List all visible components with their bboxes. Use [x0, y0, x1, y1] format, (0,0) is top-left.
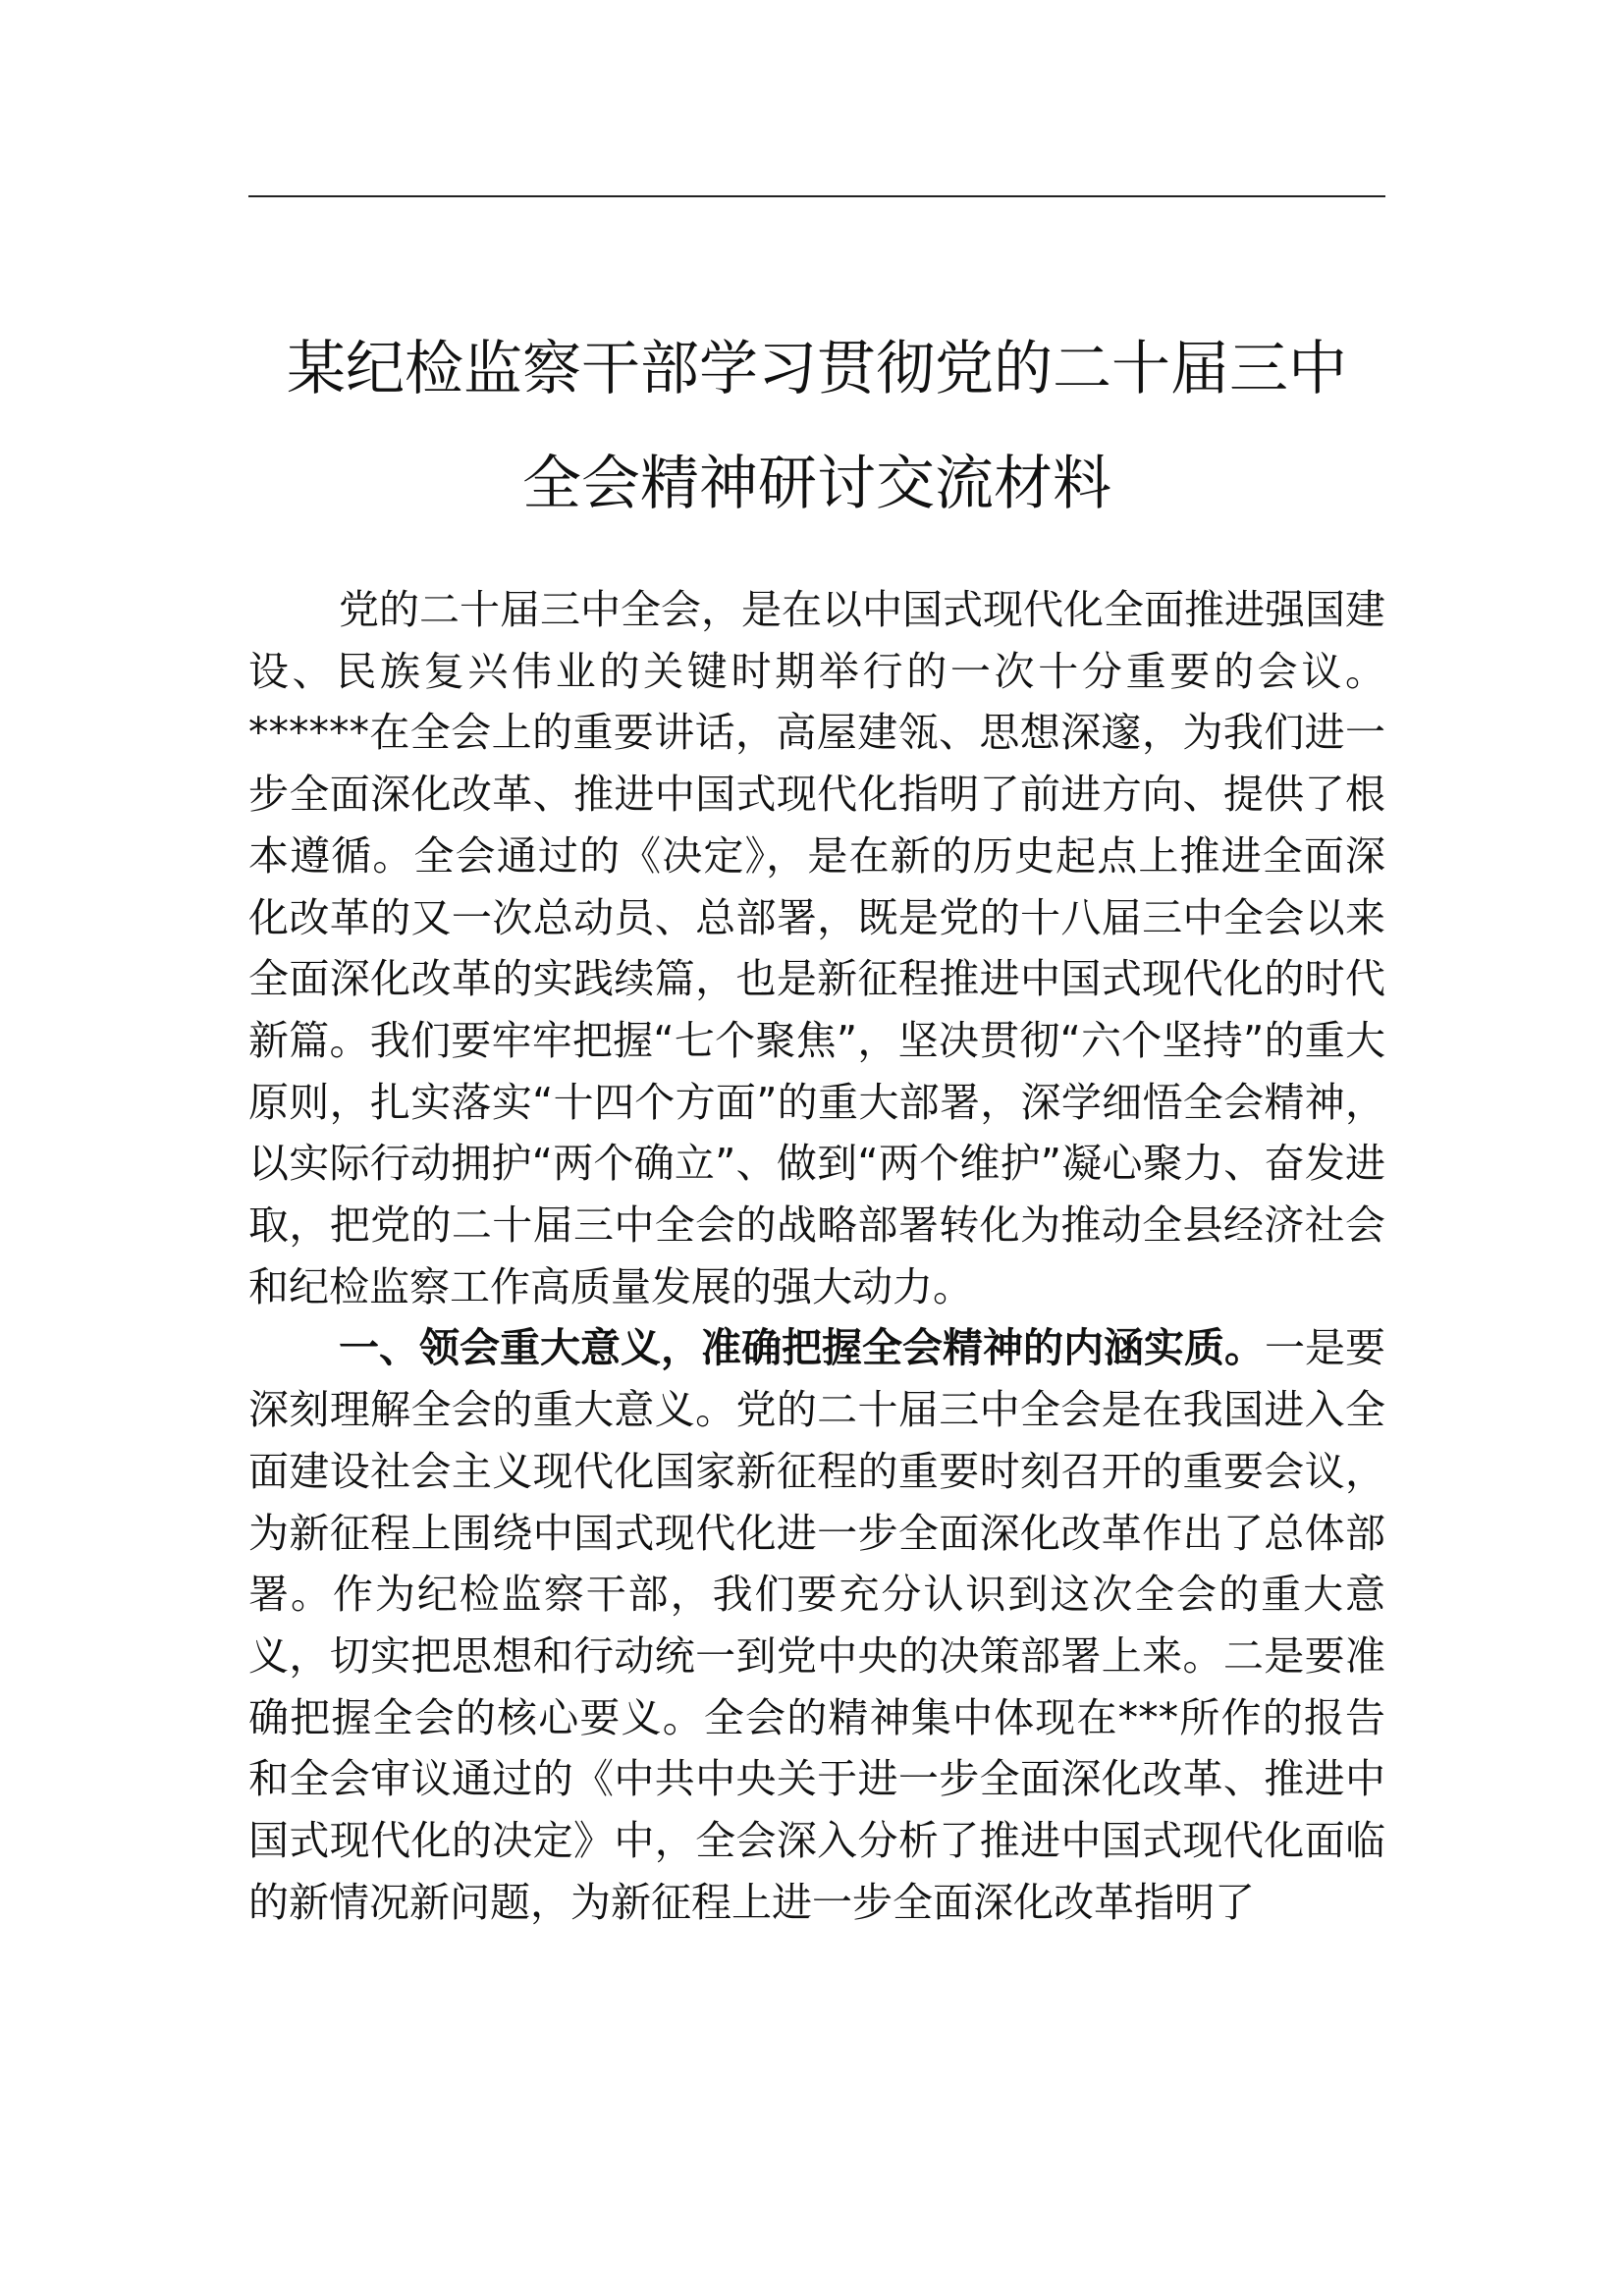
- title-line-1: 某纪检监察干部学习贯彻党的二十届三中: [287, 335, 1347, 403]
- intro-paragraph: 党的二十届三中全会，是在以中国式现代化全面推进强国建设、民族复兴伟业的关键时期举行的一次十分重要的会议。******在全会上的重要讲话，高屋建瓴、思想深邃，为我们进一步全面深化改革、推进中国式现代化指明了前进方向、提供了根本遵循。全会通过的《决定》，是在新的历史起点上推进全面深化改革的又一次总动员、总部署，既是党的十八届三中全会以来全面深化改革的实践续篇，也是新征程推进中国式现代化的时代新篇。我们要牢牢把握“七个聚焦”，坚决贯彻“六个坚持”的重大原则，扎实落实“十四个方面”的重大部署，深学细悟全会精神，以实际行动拥护“两个确立”、做到“两个维护”凝心聚力、奋发进取，把党的二十届三中全会的战略部署转化为推动全县经济社会和纪检监察工作高质量发展的强大动力。: [248, 586, 1385, 1310]
- section-1-paragraph: [248, 1317, 1385, 1933]
- document-body: [248, 579, 1385, 1933]
- section-1-body: 一是要深刻理解全会的重大意义。党的二十届三中全会是在我国进入全面建设社会主义现代化国家新征程的重要时刻召开的重要会议，为新征程上围绕中国式现代化进一步全面深化改革作出了总体部署。作为纪检监察干部，我们要充分认识到这次全会的重大意义，切实把思想和行动统一到党中央的决策部署上来。二是要准确把握全会的核心要义。全会的精神集中体现在***所作的报告和全会审议通过的《中共中央关于进一步全面深化改革、推进中国式现代化的决定》中，全会深入分析了推进中国式现代化面临的新情况新问题，为新征程上进一步全面深化改革指明了: [248, 1324, 1385, 1926]
- document-title: [248, 312, 1385, 542]
- title-line-2: 全会精神研讨交流材料: [522, 450, 1111, 518]
- header-rule: [248, 195, 1385, 197]
- section-1-heading: 一、领会重大意义，准确把握全会精神的内涵实质。: [339, 1324, 1265, 1372]
